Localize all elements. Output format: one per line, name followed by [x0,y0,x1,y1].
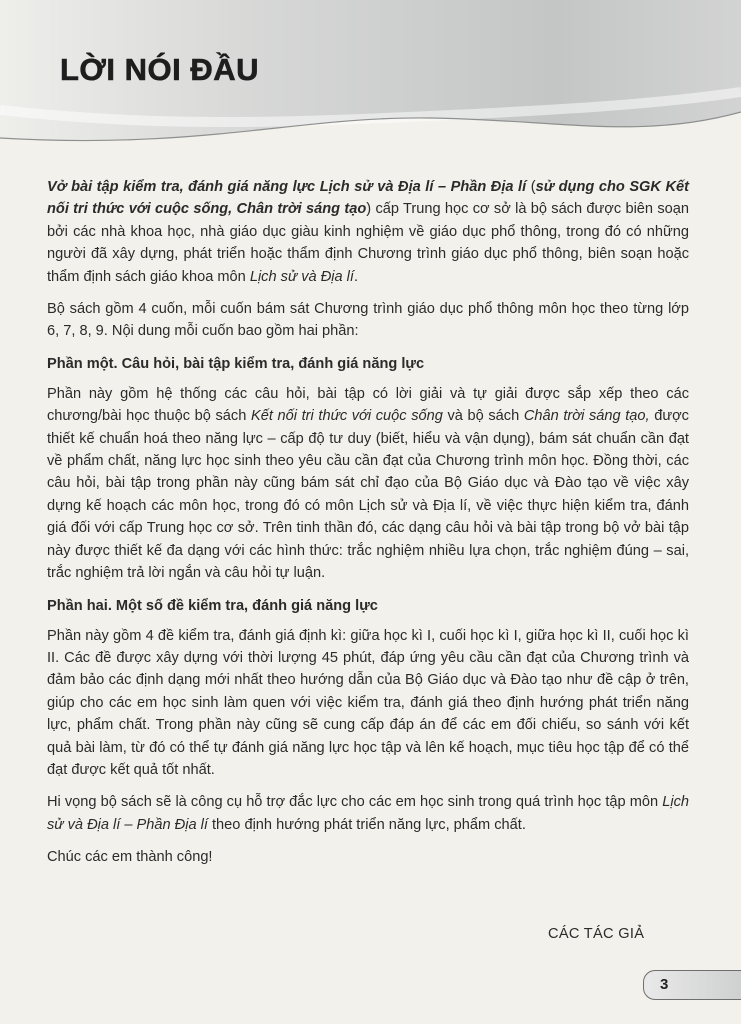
paren-open: ( [526,179,536,195]
page-title: LỜI NÓI ĐẦU [60,52,259,87]
book-series-2: Chân trời sáng tạo, [523,408,650,425]
page-number-tab [643,970,741,1000]
intro-text: cấp Trung học cơ sở là bộ sách được biên soạn bởi các nhà khoa học, nhà giáo dục giàu kinh nghiệm về giáo dục phổ thông, trong đó có những người đã xây dựng, phát triển hoặc thẩm định Chương trình giáo dục phổ thông, biên soạn hoặc thẩm định sách giáo khoa môn [47,201,689,285]
book-series-1: Kết nối tri thức với cuộc sống [250,408,443,425]
part1-text-c: được thiết kế chuẩn hoá theo năng lực – cấp độ tư duy (biết, hiểu và vận dụng), bám sát chuẩn cần đạt về phẩm chất, năng lực học sinh theo yêu cầu cần đạt của Chương trình môn học. Đồng thời, các câu hỏi, bài tập trong phần này cũng bám sát chỉ đạo của Bộ Giáo dục và Đào tạo về việc xây dựng kế hoạch các môn học, trong đó có môn Lịch sử và Địa lí, về việc thực hiện kiểm tra, đánh giá đối với cấp Trung học cơ sở. Trên tinh thần đó, các dạng câu hỏi và bài tập trong bộ vở bài tập này được thiết kế đa dạng với các hình thức: trắc nghiệm nhiều lựa chọn, trắc nghiệm đúng – sai, trắc nghiệm trả lời ngắn và câu hỏi tự luận. [47,408,689,582]
part1-paragraph [47,383,689,585]
part1-heading: Phần một. Câu hỏi, bài tập kiểm tra, đánh giá năng lực [47,355,425,372]
part1-text-a: Phần này gồm hệ thống các câu hỏi, bài tập có lời giải và tự giải được sắp xếp theo các chương/bài học thuộc bộ sách [47,385,689,425]
wish-line: Chúc các em thành công! [47,849,213,866]
subject-name: Lịch sử và Địa lí [249,268,354,285]
preface-body [47,176,689,879]
closing-text-a: Hi vọng bộ sách sẽ là công cụ hỗ trợ đắc lực cho các em học sinh trong quá trình học tập môn [47,794,663,811]
usage-note: sử dụng cho SGK Kết nối tri thức với cuộc sống, Chân trời sáng tạo [47,179,689,218]
structure-paragraph: Bộ sách gồm 4 cuốn, mỗi cuốn bám sát Chương trình giáo dục phổ thông môn học theo từng lớp 6, 7, 8, 9. Nội dung mỗi cuốn bao gồm hai phần: [47,301,689,340]
closing-subject: Lịch sử và Địa lí – Phần Địa lí [47,794,689,833]
intro-paragraph [47,176,689,288]
paren-close: ) [366,201,372,218]
part1-text-b: và bộ sách [442,408,524,425]
page-number: 3 [660,976,669,993]
closing-text-b: theo định hướng phát triển năng lực, phẩm chất. [207,816,526,833]
closing-paragraph [47,791,689,836]
part2-heading: Phần hai. Một số đề kiểm tra, đánh giá năng lực [47,597,378,614]
author-signature: CÁC TÁC GIẢ [548,926,645,942]
intro-end: . [353,268,359,285]
book-title: Vở bài tập kiểm tra, đánh giá năng lực Lịch sử và Địa lí – Phần Địa lí [47,179,527,195]
part2-paragraph: Phần này gồm 4 đề kiểm tra, đánh giá định kì: giữa học kì I, cuối học kì I, giữa học kì II, cuối học kì II. Các đề được xây dựng với thời lượng 45 phút, đáp ứng yêu cầu cần đạt của Chương trình và đảm bảo các định dạng mới nhất theo hướng dẫn của Bộ Giáo dục và Đào tạo như đề cập ở trên, giúp cho các em học sinh làm quen với việc kiểm tra, đánh giá theo định hướng phát triển năng lực, phẩm chất. Trong phần này cũng sẽ cung cấp đáp án để các em đối chiếu, so sánh với kết quả bài làm, từ đó có thể tự đánh giá năng lực học tập và lên kế hoạch, mục tiêu học tập để có thể đạt được kết quả tốt nhất. [47,627,689,778]
